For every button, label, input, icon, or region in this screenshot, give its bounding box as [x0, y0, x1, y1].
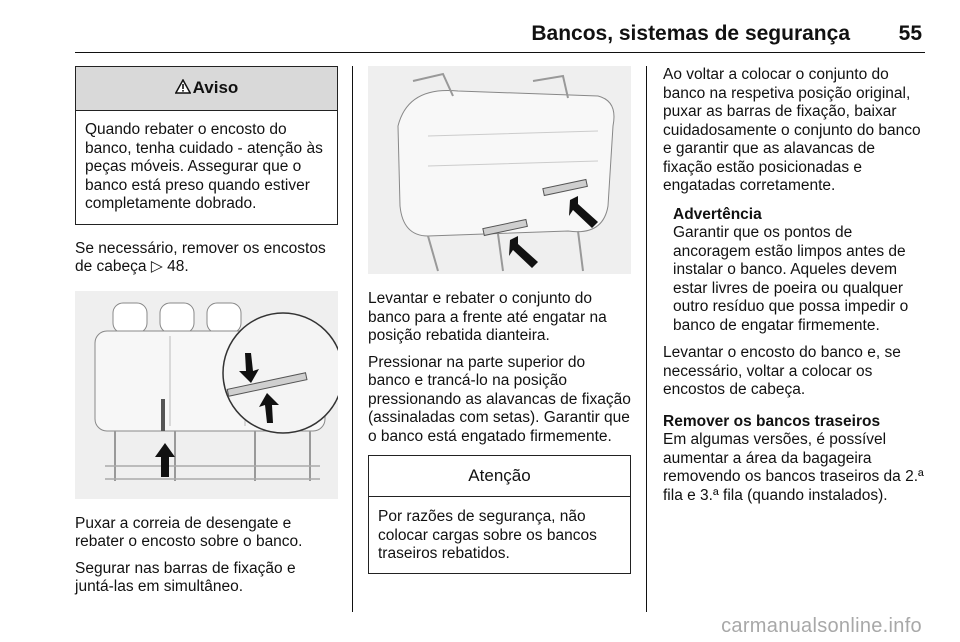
column-2 [368, 66, 631, 574]
header-title: Bancos, sistemas de segurança [531, 22, 850, 45]
paragraph: Levantar o encosto do banco e, se necessário, voltar a colocar os encostos de cabeça. [663, 344, 901, 398]
note-text: Garantir que os pontos de ancoragem estão limpos antes de instalar o banco. Aqueles devem estar livres de poeira ou qualquer outro resíduo que possa impedir o banco de engatar firmemente. [673, 224, 909, 334]
paragraph: Ao voltar a colocar o conjunto do banco na respetiva posição original, puxar as barras de fixação, baixar cuidadosamente o conjunto do banco e garantir que as alavancas de fixação estão posicionadas e engatadas corretamente. [663, 66, 921, 194]
caution-box-text: Por razões de segurança, não colocar cargas sobre os bancos traseiros rebatidos. [378, 508, 597, 562]
note-heading: Advertência [673, 205, 762, 223]
column-1 [75, 66, 338, 597]
column-divider [646, 66, 647, 612]
caution-box-title: Atenção [369, 456, 630, 497]
paragraph: Pressionar na parte superior do banco e trancá-lo na posição pressionando as alavancas de fixação (assinaladas com setas). Garantir que o banco está engatado firmemente. [368, 353, 631, 445]
warning-box-title: Aviso [192, 78, 239, 98]
column-divider [352, 66, 353, 612]
paragraph: Segurar nas barras de fixação e juntá-las em simultâneo. [75, 559, 296, 595]
paragraph-text: Se necessário, remover os encostos de cabeça [75, 239, 326, 275]
caution-box [368, 455, 631, 574]
column-3 [663, 66, 928, 505]
warning-box-header [76, 67, 337, 111]
warning-box [75, 66, 338, 225]
section-heading: Remover os bancos traseiros [663, 412, 881, 430]
page-number: 55 [898, 22, 922, 45]
paragraph: Levantar e rebater o conjunto do banco para a frente até engatar na posição rebatida dianteira. [368, 290, 607, 344]
paragraph: Puxar a correia de desengate e rebater o encosto sobre o banco. [75, 514, 303, 550]
page-ref-arrow-icon: ▷ [150, 258, 163, 275]
warning-triangle-icon [175, 79, 191, 99]
warning-box-text: Quando rebater o encosto do banco, tenha cuidado - atenção às peças móveis. Assegurar que o banco está preso quando estiver completamente dobrado. [85, 121, 323, 212]
paragraph: Em algumas versões, é possível aumentar a área da bagageira removendo os bancos traseiros da 2.ª fila e 3.ª fila (quando instalados). [663, 431, 924, 504]
seat-folded-illustration [368, 66, 631, 274]
header-rule [75, 52, 925, 53]
page-header [0, 0, 960, 54]
watermark: carmanualsonline.info [721, 615, 922, 637]
seat-release-illustration [75, 291, 338, 499]
page-ref[interactable]: 48. [167, 258, 189, 275]
note-block [663, 206, 928, 336]
paragraph [75, 240, 338, 277]
